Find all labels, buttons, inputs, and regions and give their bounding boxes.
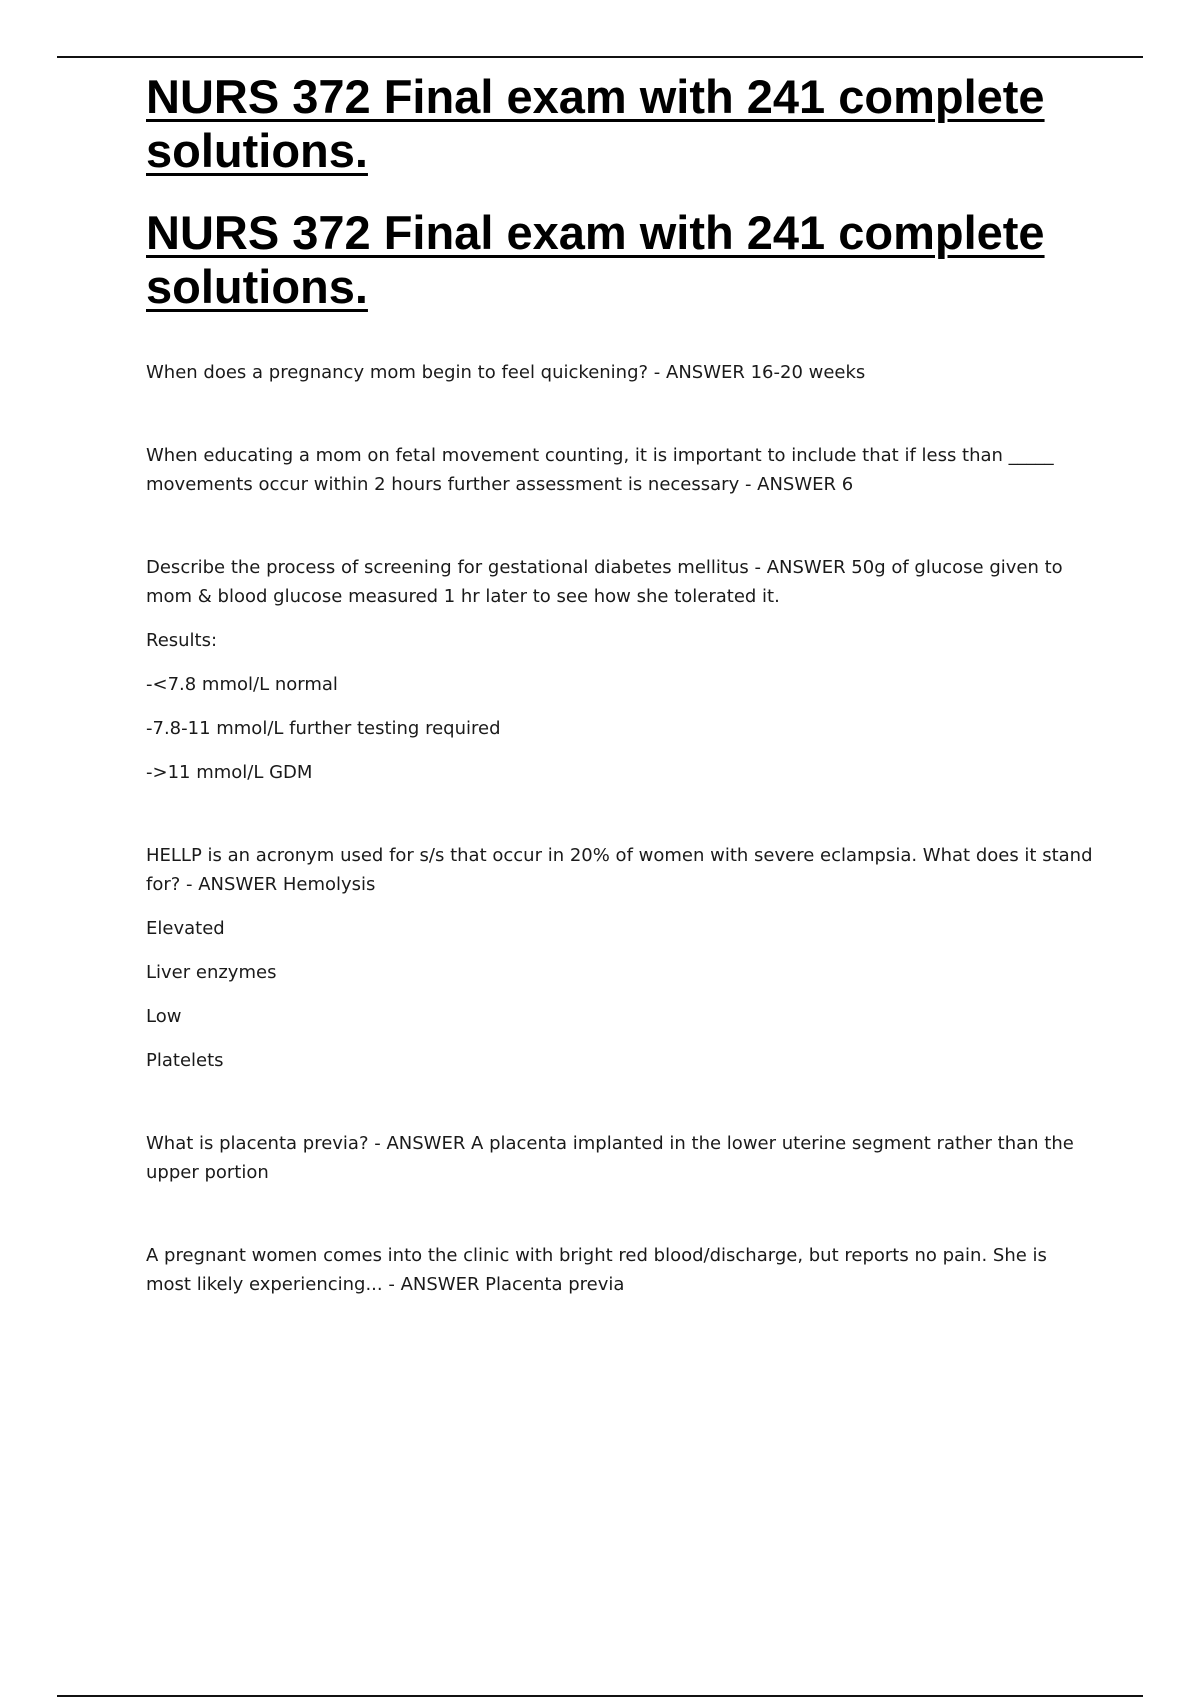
top-rule (57, 56, 1143, 58)
qa-item (146, 1129, 1096, 1187)
qa-question-answer: A pregnant women comes into the clinic with bright red blood/discharge, but reports no pain. She is most likely experiencing... - ANSWER Placenta previa (146, 1245, 1047, 1295)
bottom-rule (57, 1695, 1143, 1697)
qa-answer-line: Liver enzymes (146, 962, 277, 983)
qa-answer-line: ->11 mmol/L GDM (146, 762, 313, 783)
qa-item (146, 358, 1096, 387)
qa-item (146, 841, 1096, 1075)
qa-item (146, 441, 1096, 499)
qa-list (146, 358, 1096, 1299)
qa-question-answer: HELLP is an acronym used for s/s that occur in 20% of women with severe eclampsia. What does it stand for? - ANSWER Hemolysis (146, 845, 1093, 895)
document-body (146, 70, 1096, 1299)
qa-item (146, 553, 1096, 787)
qa-answer-line: -<7.8 mmol/L normal (146, 674, 338, 695)
document-title-repeat: NURS 372 Final exam with 241 complete solutions. (146, 206, 1045, 313)
qa-question-answer: Describe the process of screening for gestational diabetes mellitus - ANSWER 50g of glucose given to mom & blood glucose measured 1 hr later to see how she tolerated it. (146, 557, 1063, 607)
qa-answer-line: -7.8-11 mmol/L further testing required (146, 718, 501, 739)
qa-answer-line: Elevated (146, 918, 225, 939)
qa-question-answer: When educating a mom on fetal movement counting, it is important to include that if less than _____ movements occur within 2 hours further assessment is necessary - ANSWER 6 (146, 445, 1054, 495)
document-title: NURS 372 Final exam with 241 complete solutions. (146, 70, 1045, 177)
qa-answer-line: Low (146, 1006, 182, 1027)
qa-question-answer: When does a pregnancy mom begin to feel quickening? - ANSWER 16-20 weeks (146, 362, 866, 383)
qa-answer-line: Platelets (146, 1050, 224, 1071)
qa-answer-line: Results: (146, 630, 218, 651)
qa-question-answer: What is placenta previa? - ANSWER A placenta implanted in the lower uterine segment rather than the upper portion (146, 1133, 1074, 1183)
qa-item (146, 1241, 1096, 1299)
